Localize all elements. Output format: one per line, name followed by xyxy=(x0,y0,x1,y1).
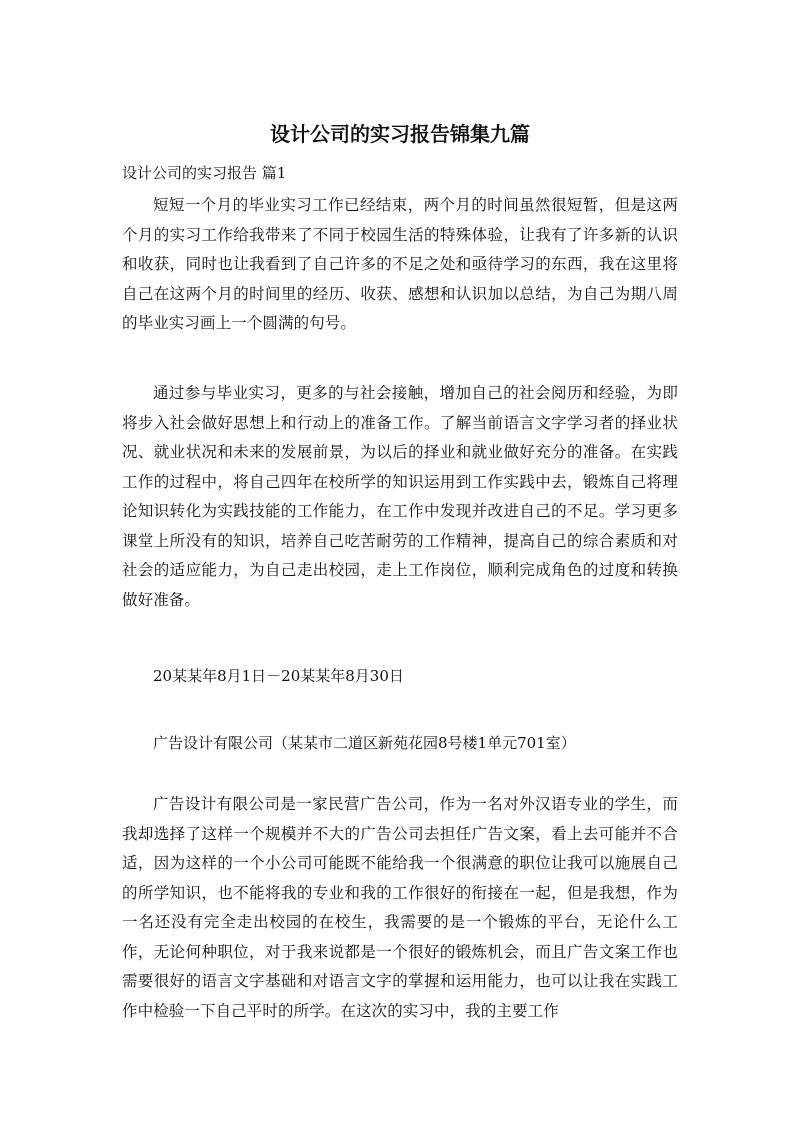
internship-date-line: 20某某年8月1日－20某某年8月30日 xyxy=(153,667,404,685)
paragraph-3: 广告设计有限公司是一家民营广告公司，作为一名对外汉语专业的学生，而我却选择了这样一个规模并不大的广告公司去担任广告文案，看上去可能并不合适，因为这样的一个小公司可能既不能给我一个很满意的职位让我可以施展自己的所学知识，也不能将我的专业和我的工作很好的衔接在一起，但是我想，作为一名还没有完全走出校园的在校生，我需要的是一个锻炼的平台，无论什么工作，无论何种职位，对于我来说都是一个很好的锻炼机会，而且广告文案工作也需要很好的语言文字基础和对语言文字的掌握和运用能力，也可以让我在实践工作中检验一下自己平时的所学。在这次的实习中，我的主要工作 xyxy=(122,795,678,1020)
section-heading: 设计公司的实习报告 篇1 xyxy=(122,164,287,182)
paragraph-2: 通过参与毕业实习，更多的与社会接触，增加自己的社会阅历和经验，为即将步入社会做好思想上和行动上的准备工作。了解当前语言文字学习者的择业状况、就业状况和未来的发展前景，为以后的择业和就业做好充分的准备。在实践工作的过程中，将自己四年在校所学的知识运用到工作实践中去，锻炼自己将理论知识转化为实践技能的工作能力，在工作中发现并改进自己的不足。学习更多课堂上所没有的知识，培养自己吃苦耐劳的工作精神，提高自己的综合素质和对社会的适应能力，为自己走出校园，走上工作岗位，顺利完成角色的过度和转换做好准备。 xyxy=(122,384,678,609)
company-address-line: 广告设计有限公司（某某市二道区新苑花园8号楼1单元701室） xyxy=(153,734,576,752)
document-title: 设计公司的实习报告锦集九篇 xyxy=(270,122,530,146)
paragraph-1: 短短一个月的毕业实习工作已经结束，两个月的时间虽然很短暂，但是这两个月的实习工作给我带来了不同于校园生活的特殊体验，让我有了许多新的认识和收获，同时也让我看到了自己许多的不足之处和亟待学习的东西，我在这里将自己在这两个月的时间里的经历、收获、感想和认识加以总结，为自己为期八周的毕业实习画上一个圆满的句号。 xyxy=(122,196,678,332)
